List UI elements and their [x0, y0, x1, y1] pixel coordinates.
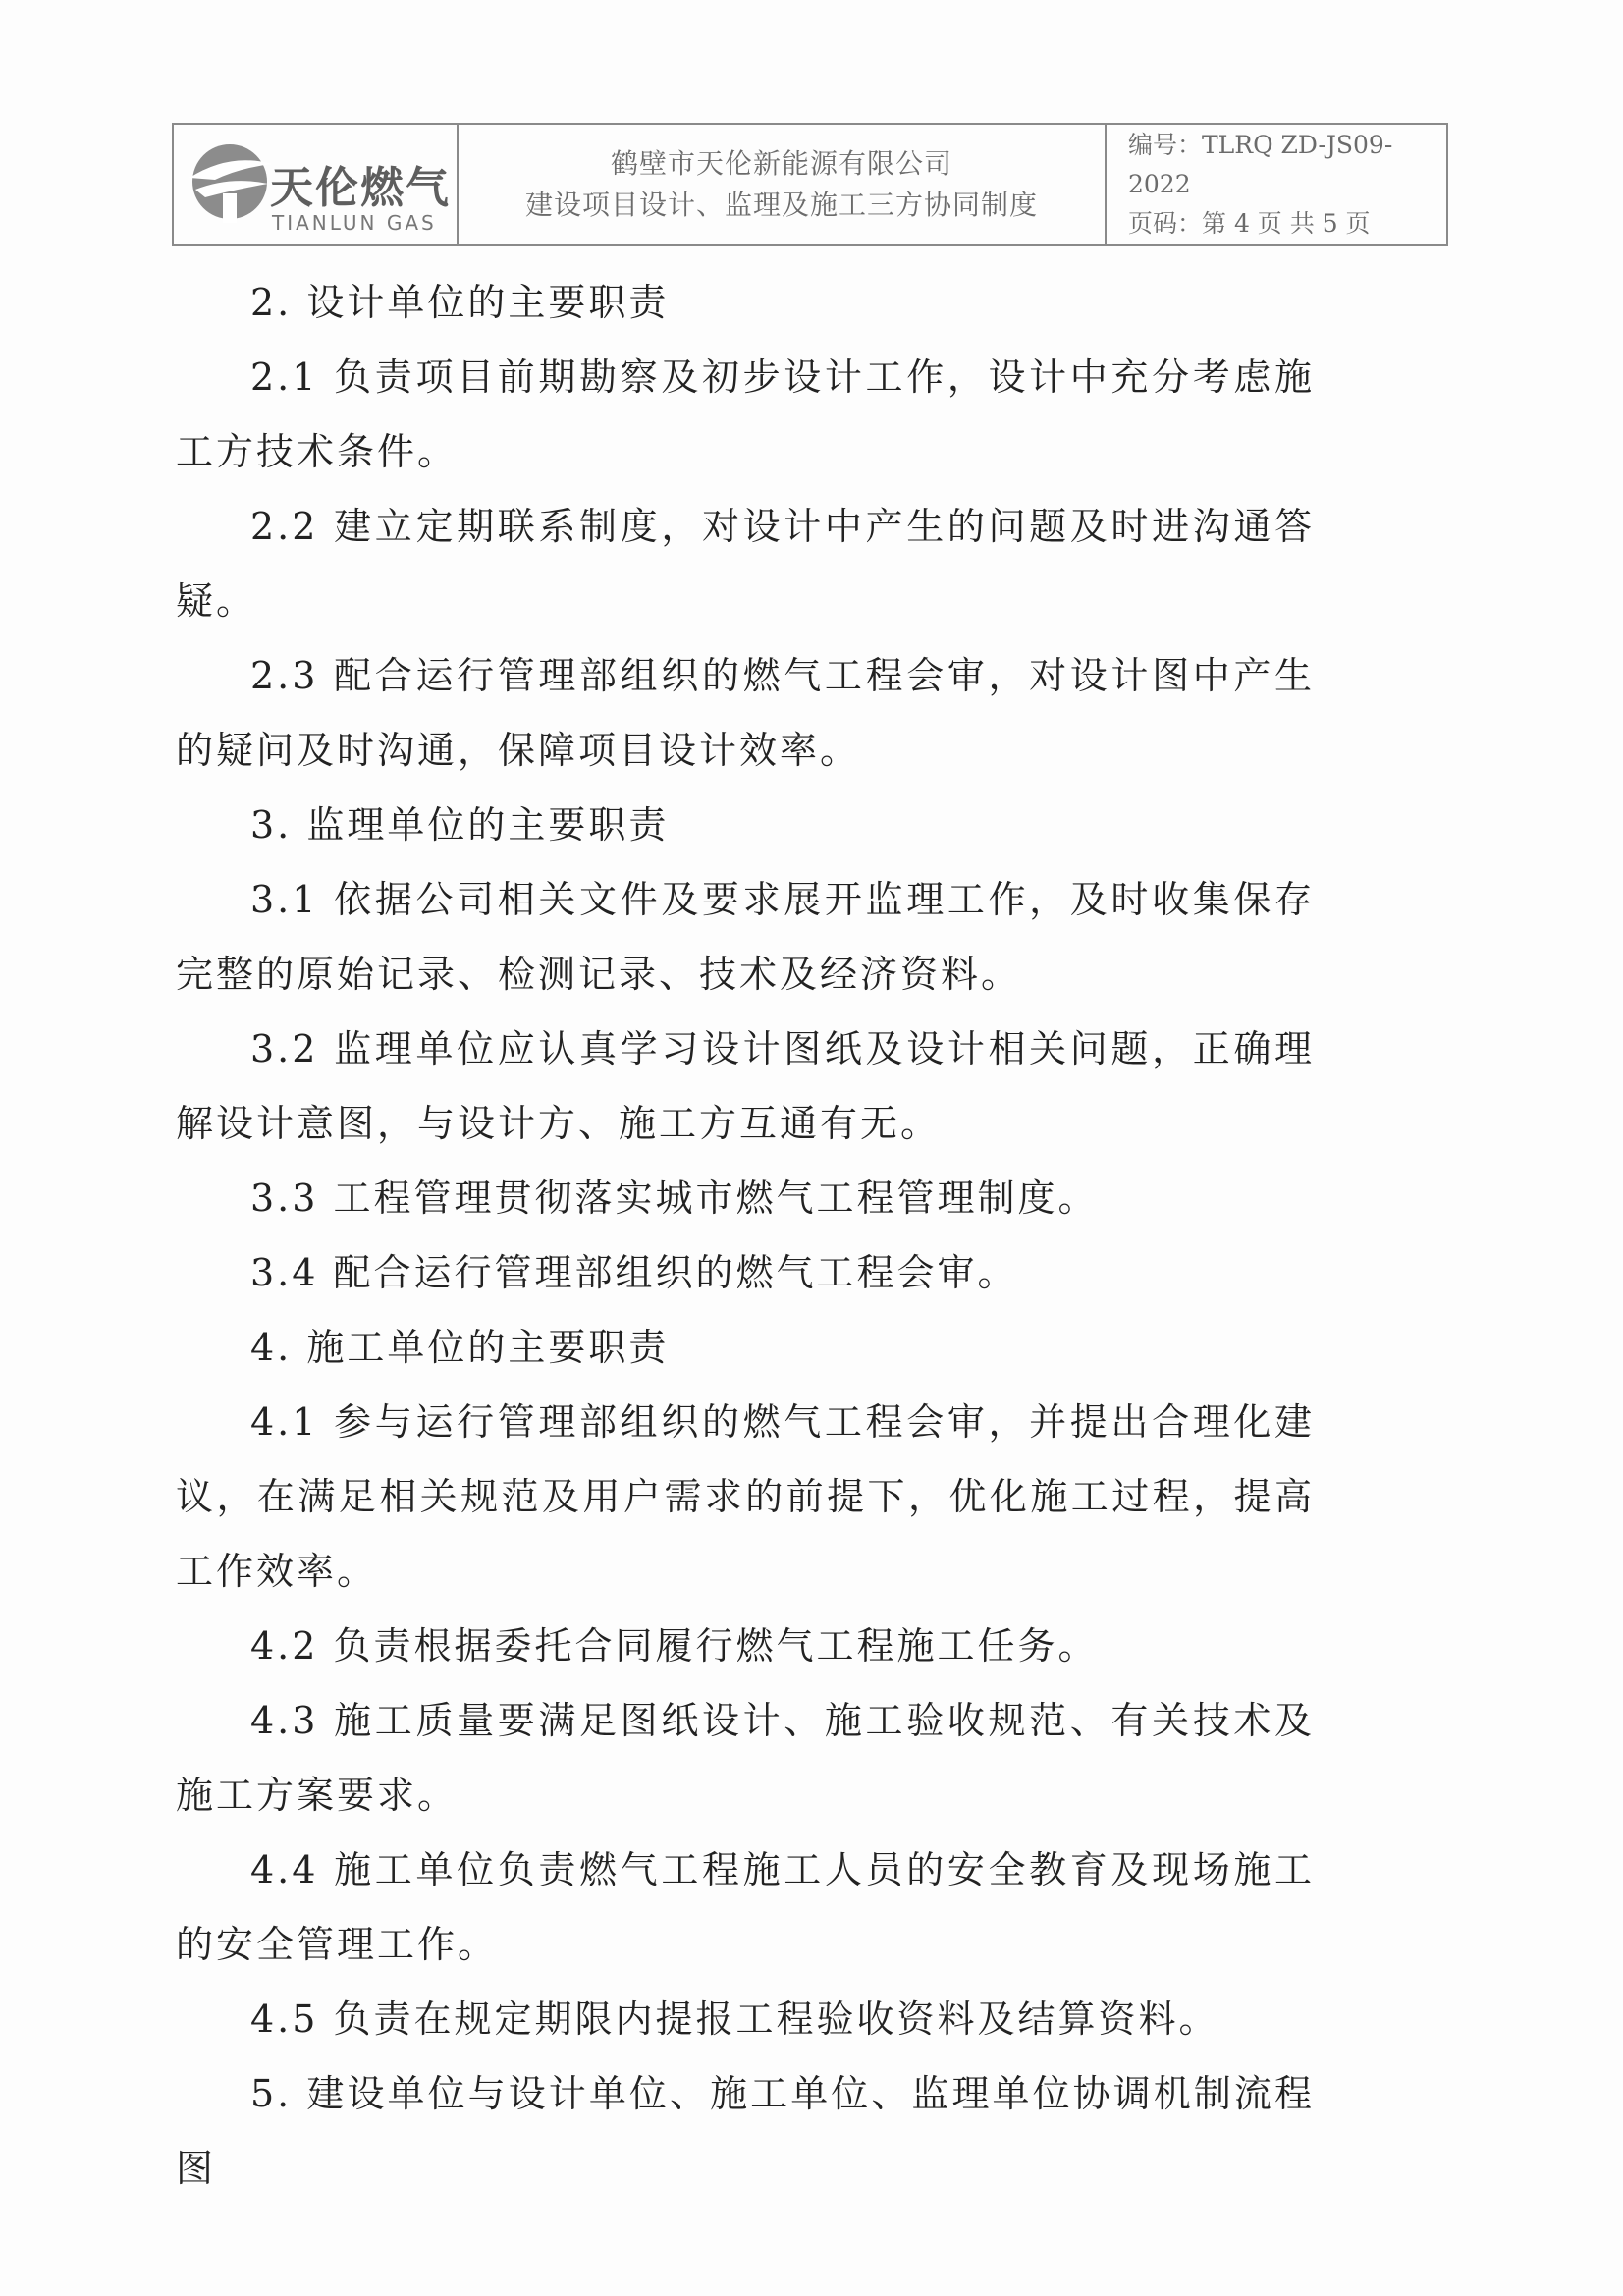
- paragraph: 3.3 工程管理贯彻落实城市燃气工程管理制度。: [250, 1176, 1099, 1220]
- document-header: [172, 123, 1448, 246]
- section-heading: 2. 设计单位的主要职责: [250, 281, 670, 324]
- tianlun-gas-logo-icon: [186, 135, 274, 233]
- paragraph: 4.1 参与运行管理部组织的燃气工程会审，并提出合理化建议，在满足相关规范及用户需求的前提下，优化施工过程，提高工作效率。: [176, 1400, 1315, 1593]
- document-body: [176, 265, 1389, 2206]
- page-number: 页码：第 4 页 共 5 页: [1128, 208, 1371, 238]
- paragraph: 3.2 监理单位应认真学习设计图纸及设计相关问题，正确理解设计意图，与设计方、施工方互通有无。: [176, 1027, 1315, 1145]
- paragraph: 3.4 配合运行管理部组织的燃气工程会审。: [250, 1251, 1018, 1294]
- paragraph: 2.2 建立定期联系制度，对设计中产生的问题及时进沟通答疑。: [176, 505, 1315, 623]
- paragraph: 3.1 依据公司相关文件及要求展开监理工作，及时收集保存完整的原始记录、检测记录、技术及经济资料。: [176, 878, 1315, 996]
- paragraph: 2.1 负责项目前期勘察及初步设计工作，设计中充分考虑施工方技术条件。: [176, 355, 1315, 473]
- section-heading: 5. 建设单位与设计单位、施工单位、监理单位协调机制流程图: [176, 2072, 1315, 2190]
- logo-cell: [174, 125, 459, 244]
- paragraph: 2.3 配合运行管理部组织的燃气工程会审，对设计图中产生的疑问及时沟通，保障项目设计效率。: [176, 654, 1315, 772]
- logo-name: 天伦燃气: [270, 163, 451, 213]
- paragraph: 4.4 施工单位负责燃气工程施工人员的安全教育及现场施工的安全管理工作。: [176, 1848, 1315, 1966]
- title-cell: [459, 125, 1107, 244]
- paragraph: 4.3 施工质量要满足图纸设计、施工验收规范、有关技术及施工方案要求。: [176, 1699, 1315, 1817]
- section-heading: 4. 施工单位的主要职责: [250, 1326, 670, 1369]
- paragraph: 4.2 负责根据委托合同履行燃气工程施工任务。: [250, 1624, 1099, 1667]
- logo-subtitle: TIANLUN GAS: [272, 211, 437, 235]
- meta-cell: [1107, 125, 1446, 244]
- company-name: 鹤壁市天伦新能源有限公司: [610, 146, 952, 180]
- section-heading: 3. 监理单位的主要职责: [250, 803, 670, 847]
- document-title: 建设项目设计、监理及施工三方协同制度: [524, 188, 1038, 221]
- document-code: 编号：TLRQ ZD-JS09-2022: [1128, 130, 1393, 198]
- paragraph: 4.5 负责在规定期限内提报工程验收资料及结算资料。: [250, 1997, 1219, 2041]
